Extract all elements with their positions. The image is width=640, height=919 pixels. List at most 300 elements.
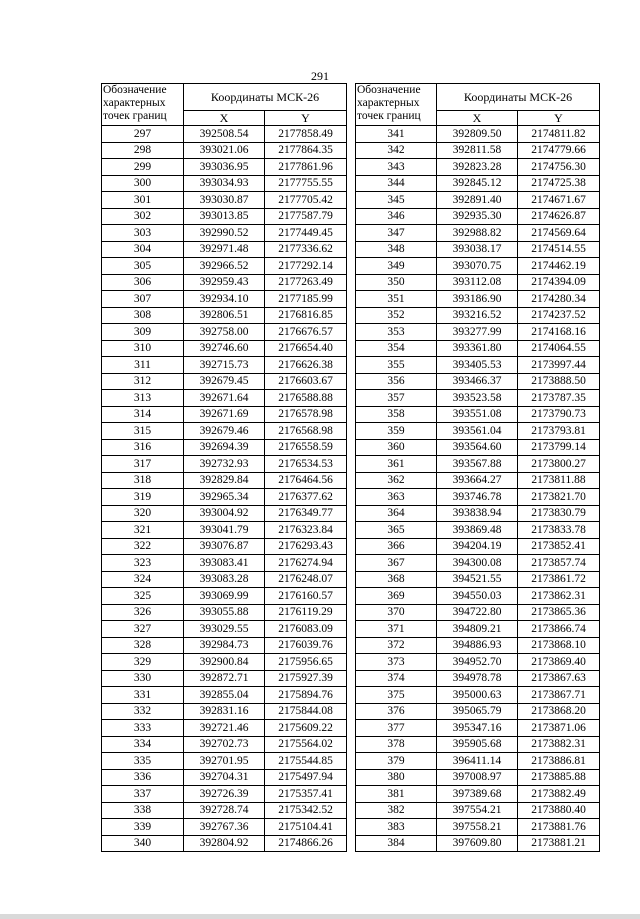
point-number-cell: 336 <box>102 769 184 786</box>
y-coordinate-cell: 2176323.84 <box>265 522 347 539</box>
x-coordinate-cell: 392811.58 <box>437 142 518 159</box>
x-coordinate-cell: 395000.63 <box>437 687 518 704</box>
point-number-cell: 300 <box>102 175 184 192</box>
x-coordinate-cell: 393041.79 <box>184 522 265 539</box>
x-coordinate-cell: 393405.53 <box>437 357 518 374</box>
table-row <box>356 390 600 407</box>
y-coordinate-cell: 2173867.71 <box>518 687 600 704</box>
x-coordinate-cell: 394300.08 <box>437 555 518 572</box>
x-coordinate-cell: 392829.84 <box>184 472 265 489</box>
x-coordinate-cell: 397554.21 <box>437 802 518 819</box>
point-number-cell: 367 <box>356 555 437 572</box>
y-coordinate-cell: 2175844.08 <box>265 703 347 720</box>
table-row <box>356 192 600 209</box>
table-row <box>356 340 600 357</box>
point-number-cell: 351 <box>356 291 437 308</box>
y-coordinate-cell: 2177449.45 <box>265 225 347 242</box>
x-coordinate-cell: 393055.88 <box>184 604 265 621</box>
x-coordinate-cell: 392704.31 <box>184 769 265 786</box>
table-row <box>102 274 347 291</box>
table-row <box>102 769 347 786</box>
x-column-header: X <box>184 111 265 126</box>
x-coordinate-cell: 392671.69 <box>184 406 265 423</box>
table-row <box>102 241 347 258</box>
x-coordinate-cell: 395065.79 <box>437 703 518 720</box>
scan-bottom-edge <box>0 914 640 919</box>
point-number-cell: 377 <box>356 720 437 737</box>
table-row <box>102 126 347 143</box>
table-row <box>356 753 600 770</box>
y-coordinate-cell: 2173862.31 <box>518 588 600 605</box>
table-row <box>356 126 600 143</box>
point-number-cell: 332 <box>102 703 184 720</box>
x-coordinate-cell: 392965.34 <box>184 489 265 506</box>
table-row <box>356 604 600 621</box>
x-coordinate-cell: 393838.94 <box>437 505 518 522</box>
point-number-cell: 346 <box>356 208 437 225</box>
point-number-cell: 358 <box>356 406 437 423</box>
table-row <box>102 802 347 819</box>
point-number-cell: 343 <box>356 159 437 176</box>
x-coordinate-cell: 392872.71 <box>184 670 265 687</box>
point-number-cell: 384 <box>356 835 437 852</box>
point-number-cell: 359 <box>356 423 437 440</box>
point-number-cell: 303 <box>102 225 184 242</box>
y-coordinate-cell: 2173857.74 <box>518 555 600 572</box>
x-coordinate-cell: 394521.55 <box>437 571 518 588</box>
table-row <box>356 208 600 225</box>
point-number-cell: 334 <box>102 736 184 753</box>
y-coordinate-cell: 2177587.79 <box>265 208 347 225</box>
y-coordinate-cell: 2176293.43 <box>265 538 347 555</box>
y-coordinate-cell: 2174756.30 <box>518 159 600 176</box>
point-number-cell: 368 <box>356 571 437 588</box>
x-coordinate-cell: 392966.52 <box>184 258 265 275</box>
y-coordinate-cell: 2173852.41 <box>518 538 600 555</box>
x-coordinate-cell: 392845.12 <box>437 175 518 192</box>
y-coordinate-cell: 2177861.96 <box>265 159 347 176</box>
y-coordinate-cell: 2174514.55 <box>518 241 600 258</box>
point-number-cell: 307 <box>102 291 184 308</box>
x-coordinate-cell: 397558.21 <box>437 819 518 836</box>
table-row <box>102 819 347 836</box>
table-row <box>102 406 347 423</box>
y-coordinate-cell: 2176558.59 <box>265 439 347 456</box>
table-row <box>356 522 600 539</box>
y-coordinate-cell: 2176039.76 <box>265 637 347 654</box>
x-coordinate-cell: 394550.03 <box>437 588 518 605</box>
point-number-cell: 382 <box>356 802 437 819</box>
y-coordinate-cell: 2176349.77 <box>265 505 347 522</box>
y-coordinate-cell: 2174462.19 <box>518 258 600 275</box>
point-number-cell: 306 <box>102 274 184 291</box>
point-number-cell: 298 <box>102 142 184 159</box>
point-number-cell: 348 <box>356 241 437 258</box>
point-number-cell: 355 <box>356 357 437 374</box>
x-coordinate-cell: 394978.78 <box>437 670 518 687</box>
point-number-cell: 357 <box>356 390 437 407</box>
y-coordinate-cell: 2177292.14 <box>265 258 347 275</box>
y-coordinate-cell: 2173821.70 <box>518 489 600 506</box>
x-coordinate-cell: 396411.14 <box>437 753 518 770</box>
table-row <box>102 621 347 638</box>
y-coordinate-cell: 2175342.52 <box>265 802 347 819</box>
table-row <box>356 439 600 456</box>
point-number-cell: 342 <box>356 142 437 159</box>
y-coordinate-cell: 2174626.87 <box>518 208 600 225</box>
y-coordinate-cell: 2175544.85 <box>265 753 347 770</box>
x-coordinate-cell: 392694.39 <box>184 439 265 456</box>
point-number-cell: 308 <box>102 307 184 324</box>
table-row <box>356 142 600 159</box>
x-coordinate-cell: 394809.21 <box>437 621 518 638</box>
y-coordinate-cell: 2173787.35 <box>518 390 600 407</box>
x-coordinate-cell: 392959.43 <box>184 274 265 291</box>
point-number-cell: 345 <box>356 192 437 209</box>
x-coordinate-cell: 393083.28 <box>184 571 265 588</box>
x-coordinate-cell: 393746.78 <box>437 489 518 506</box>
table-row <box>102 786 347 803</box>
y-coordinate-cell: 2176654.40 <box>265 340 347 357</box>
point-number-cell: 369 <box>356 588 437 605</box>
x-coordinate-cell: 397609.80 <box>437 835 518 852</box>
point-number-cell: 350 <box>356 274 437 291</box>
x-coordinate-cell: 393070.75 <box>437 258 518 275</box>
x-coordinate-cell: 393004.92 <box>184 505 265 522</box>
point-number-cell: 312 <box>102 373 184 390</box>
x-coordinate-cell: 393083.41 <box>184 555 265 572</box>
table-row <box>102 175 347 192</box>
point-number-cell: 379 <box>356 753 437 770</box>
y-coordinate-cell: 2173868.10 <box>518 637 600 654</box>
y-coordinate-cell: 2173869.40 <box>518 654 600 671</box>
point-number-cell: 317 <box>102 456 184 473</box>
y-coordinate-cell: 2173865.36 <box>518 604 600 621</box>
point-number-cell: 310 <box>102 340 184 357</box>
x-coordinate-cell: 393216.52 <box>437 307 518 324</box>
x-coordinate-cell: 393076.87 <box>184 538 265 555</box>
table-row <box>102 555 347 572</box>
y-coordinate-cell: 2176534.53 <box>265 456 347 473</box>
y-coordinate-cell: 2177864.35 <box>265 142 347 159</box>
x-coordinate-cell: 393112.08 <box>437 274 518 291</box>
table-row <box>356 225 600 242</box>
point-designation-header-line: точек границ <box>357 110 421 122</box>
point-number-cell: 335 <box>102 753 184 770</box>
x-coordinate-cell: 393564.60 <box>437 439 518 456</box>
table-row <box>102 456 347 473</box>
coordinates-table-left <box>101 83 347 852</box>
point-number-cell: 311 <box>102 357 184 374</box>
point-number-cell: 341 <box>356 126 437 143</box>
table-row <box>356 258 600 275</box>
table-row <box>102 142 347 159</box>
point-number-cell: 316 <box>102 439 184 456</box>
y-coordinate-cell: 2173886.81 <box>518 753 600 770</box>
point-number-cell: 302 <box>102 208 184 225</box>
table-row <box>356 373 600 390</box>
x-coordinate-cell: 392758.00 <box>184 324 265 341</box>
point-number-cell: 314 <box>102 406 184 423</box>
point-number-cell: 360 <box>356 439 437 456</box>
y-coordinate-cell: 2176119.29 <box>265 604 347 621</box>
y-coordinate-cell: 2176578.98 <box>265 406 347 423</box>
y-coordinate-cell: 2174569.64 <box>518 225 600 242</box>
y-coordinate-cell: 2173866.74 <box>518 621 600 638</box>
point-number-cell: 318 <box>102 472 184 489</box>
point-number-cell: 372 <box>356 637 437 654</box>
table-row <box>102 522 347 539</box>
x-coordinate-cell: 397008.97 <box>437 769 518 786</box>
y-coordinate-cell: 2177263.49 <box>265 274 347 291</box>
y-coordinate-cell: 2175497.94 <box>265 769 347 786</box>
point-number-cell: 366 <box>356 538 437 555</box>
table-row <box>356 423 600 440</box>
y-coordinate-cell: 2177185.99 <box>265 291 347 308</box>
y-coordinate-cell: 2173881.76 <box>518 819 600 836</box>
x-coordinate-cell: 392823.28 <box>437 159 518 176</box>
table-row <box>356 786 600 803</box>
point-number-cell: 309 <box>102 324 184 341</box>
y-coordinate-cell: 2173830.79 <box>518 505 600 522</box>
x-coordinate-cell: 392508.54 <box>184 126 265 143</box>
y-coordinate-cell: 2173811.88 <box>518 472 600 489</box>
point-number-cell: 328 <box>102 637 184 654</box>
y-coordinate-cell: 2174866.26 <box>265 835 347 852</box>
x-coordinate-cell: 393567.88 <box>437 456 518 473</box>
y-coordinate-cell: 2175564.02 <box>265 736 347 753</box>
table-row <box>102 225 347 242</box>
point-number-cell: 365 <box>356 522 437 539</box>
table-row <box>102 472 347 489</box>
y-coordinate-cell: 2175927.39 <box>265 670 347 687</box>
y-coordinate-cell: 2176816.85 <box>265 307 347 324</box>
x-coordinate-cell: 394722.80 <box>437 604 518 621</box>
x-coordinate-cell: 395347.16 <box>437 720 518 737</box>
x-coordinate-cell: 393277.99 <box>437 324 518 341</box>
table-row <box>102 439 347 456</box>
point-number-cell: 325 <box>102 588 184 605</box>
table-row <box>102 687 347 704</box>
y-coordinate-cell: 2173880.40 <box>518 802 600 819</box>
x-coordinate-cell: 393523.58 <box>437 390 518 407</box>
y-coordinate-cell: 2175104.41 <box>265 819 347 836</box>
x-coordinate-cell: 393036.95 <box>184 159 265 176</box>
table-row <box>356 456 600 473</box>
table-row <box>102 340 347 357</box>
y-coordinate-cell: 2176083.09 <box>265 621 347 638</box>
y-coordinate-cell: 2173867.63 <box>518 670 600 687</box>
point-number-cell: 305 <box>102 258 184 275</box>
point-designation-header <box>102 84 184 126</box>
y-coordinate-cell: 2173793.81 <box>518 423 600 440</box>
point-number-cell: 353 <box>356 324 437 341</box>
table-row <box>356 835 600 852</box>
y-coordinate-cell: 2177336.62 <box>265 241 347 258</box>
table-row <box>102 736 347 753</box>
table-row <box>356 802 600 819</box>
y-coordinate-cell: 2175609.22 <box>265 720 347 737</box>
table-row <box>356 687 600 704</box>
x-coordinate-cell: 392702.73 <box>184 736 265 753</box>
point-number-cell: 324 <box>102 571 184 588</box>
y-coordinate-cell: 2173833.78 <box>518 522 600 539</box>
table-row <box>356 472 600 489</box>
x-coordinate-cell: 392732.93 <box>184 456 265 473</box>
coordinates-table-right <box>355 83 600 852</box>
point-number-cell: 344 <box>356 175 437 192</box>
point-number-cell: 371 <box>356 621 437 638</box>
x-coordinate-cell: 392934.10 <box>184 291 265 308</box>
y-coordinate-cell: 2174671.67 <box>518 192 600 209</box>
point-number-cell: 301 <box>102 192 184 209</box>
point-number-cell: 354 <box>356 340 437 357</box>
x-coordinate-cell: 392721.46 <box>184 720 265 737</box>
y-coordinate-cell: 2177858.49 <box>265 126 347 143</box>
point-designation-header-line: точек границ <box>103 110 167 122</box>
point-number-cell: 352 <box>356 307 437 324</box>
x-coordinate-cell: 393186.90 <box>437 291 518 308</box>
point-number-cell: 363 <box>356 489 437 506</box>
table-row <box>102 390 347 407</box>
y-coordinate-cell: 2175956.65 <box>265 654 347 671</box>
table-row <box>356 241 600 258</box>
table-row <box>356 357 600 374</box>
table-row <box>356 654 600 671</box>
y-coordinate-cell: 2176603.67 <box>265 373 347 390</box>
table-row <box>102 258 347 275</box>
x-coordinate-cell: 393069.99 <box>184 588 265 605</box>
y-coordinate-cell: 2173888.50 <box>518 373 600 390</box>
x-coordinate-cell: 392988.82 <box>437 225 518 242</box>
point-number-cell: 347 <box>356 225 437 242</box>
point-number-cell: 339 <box>102 819 184 836</box>
table-row <box>356 736 600 753</box>
table-row <box>356 538 600 555</box>
table-row <box>102 654 347 671</box>
point-number-cell: 380 <box>356 769 437 786</box>
x-coordinate-cell: 393664.27 <box>437 472 518 489</box>
table-row <box>102 637 347 654</box>
point-number-cell: 356 <box>356 373 437 390</box>
table-row <box>102 423 347 440</box>
y-coordinate-cell: 2176274.94 <box>265 555 347 572</box>
x-coordinate-cell: 393030.87 <box>184 192 265 209</box>
point-number-cell: 374 <box>356 670 437 687</box>
x-coordinate-cell: 392728.74 <box>184 802 265 819</box>
x-coordinate-cell: 394952.70 <box>437 654 518 671</box>
y-coordinate-cell: 2176568.98 <box>265 423 347 440</box>
table-row <box>102 720 347 737</box>
coordinate-system-header: Координаты МСК-26 <box>437 84 600 111</box>
point-designation-header-line: Обозначение <box>103 84 167 96</box>
point-number-cell: 320 <box>102 505 184 522</box>
table-row <box>356 703 600 720</box>
point-number-cell: 321 <box>102 522 184 539</box>
table-row <box>102 373 347 390</box>
x-coordinate-cell: 393013.85 <box>184 208 265 225</box>
table-row <box>356 505 600 522</box>
x-coordinate-cell: 393551.08 <box>437 406 518 423</box>
table-row <box>102 703 347 720</box>
table-row <box>356 720 600 737</box>
y-coordinate-cell: 2173800.27 <box>518 456 600 473</box>
table-row <box>102 291 347 308</box>
table-row <box>102 489 347 506</box>
point-designation-header-line: Обозначение <box>357 84 421 96</box>
point-number-cell: 364 <box>356 505 437 522</box>
table-row <box>356 307 600 324</box>
point-number-cell: 322 <box>102 538 184 555</box>
point-number-cell: 329 <box>102 654 184 671</box>
point-number-cell: 313 <box>102 390 184 407</box>
table-row <box>102 357 347 374</box>
y-coordinate-cell: 2174064.55 <box>518 340 600 357</box>
x-coordinate-cell: 392679.45 <box>184 373 265 390</box>
point-number-cell: 362 <box>356 472 437 489</box>
x-coordinate-cell: 392855.04 <box>184 687 265 704</box>
y-coordinate-cell: 2174779.66 <box>518 142 600 159</box>
point-number-cell: 326 <box>102 604 184 621</box>
table-row <box>356 324 600 341</box>
y-coordinate-cell: 2174168.16 <box>518 324 600 341</box>
y-coordinate-cell: 2174811.82 <box>518 126 600 143</box>
point-number-cell: 304 <box>102 241 184 258</box>
page-number: 291 <box>311 69 329 83</box>
y-coordinate-cell: 2173997.44 <box>518 357 600 374</box>
x-coordinate-cell: 392726.39 <box>184 786 265 803</box>
table-row <box>102 753 347 770</box>
y-coordinate-cell: 2173868.20 <box>518 703 600 720</box>
x-coordinate-cell: 392900.84 <box>184 654 265 671</box>
y-coordinate-cell: 2177755.55 <box>265 175 347 192</box>
y-coordinate-cell: 2177705.42 <box>265 192 347 209</box>
point-number-cell: 340 <box>102 835 184 852</box>
coordinate-system-header: Координаты МСК-26 <box>184 84 347 111</box>
point-number-cell: 319 <box>102 489 184 506</box>
table-row <box>102 505 347 522</box>
x-coordinate-cell: 393561.04 <box>437 423 518 440</box>
x-coordinate-cell: 392831.16 <box>184 703 265 720</box>
point-number-cell: 376 <box>356 703 437 720</box>
point-number-cell: 373 <box>356 654 437 671</box>
x-coordinate-cell: 392984.73 <box>184 637 265 654</box>
x-coordinate-cell: 393034.93 <box>184 175 265 192</box>
table-row <box>356 489 600 506</box>
table-row <box>102 670 347 687</box>
x-coordinate-cell: 392679.46 <box>184 423 265 440</box>
table-row <box>356 274 600 291</box>
point-number-cell: 337 <box>102 786 184 803</box>
x-column-header: X <box>437 111 518 126</box>
table-row <box>102 835 347 852</box>
point-number-cell: 370 <box>356 604 437 621</box>
x-coordinate-cell: 393029.55 <box>184 621 265 638</box>
table-row <box>356 571 600 588</box>
x-coordinate-cell: 393466.37 <box>437 373 518 390</box>
point-number-cell: 333 <box>102 720 184 737</box>
x-coordinate-cell: 393038.17 <box>437 241 518 258</box>
point-number-cell: 338 <box>102 802 184 819</box>
table-row <box>356 769 600 786</box>
table-row <box>102 159 347 176</box>
y-coordinate-cell: 2173881.21 <box>518 835 600 852</box>
y-coordinate-cell: 2173790.73 <box>518 406 600 423</box>
point-number-cell: 349 <box>356 258 437 275</box>
table-row <box>102 571 347 588</box>
x-coordinate-cell: 397389.68 <box>437 786 518 803</box>
y-coordinate-cell: 2173885.88 <box>518 769 600 786</box>
